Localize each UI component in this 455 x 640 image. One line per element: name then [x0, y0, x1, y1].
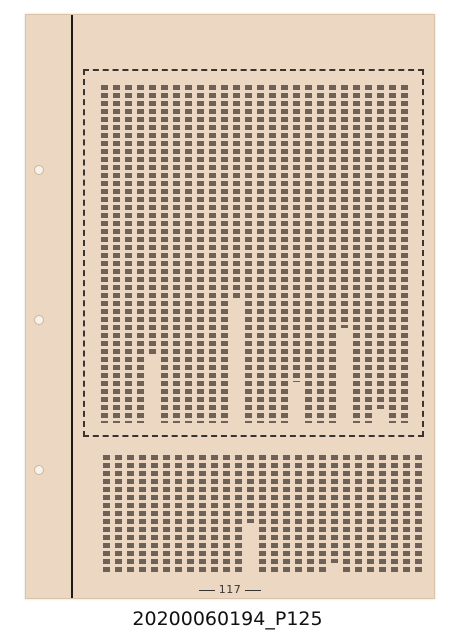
text-line	[235, 455, 242, 572]
text-line	[113, 85, 120, 423]
text-line	[281, 85, 288, 423]
text-line	[353, 85, 360, 423]
text-line	[197, 85, 204, 423]
binding-hole	[34, 465, 44, 475]
text-line	[305, 85, 312, 423]
text-line	[365, 85, 372, 423]
document-page	[25, 14, 435, 599]
text-line	[331, 455, 338, 563]
text-line	[343, 455, 350, 572]
binding-hole	[34, 165, 44, 175]
text-line	[377, 85, 384, 409]
text-line	[269, 85, 276, 423]
text-line	[103, 455, 110, 572]
text-line	[223, 455, 230, 572]
binding-rule	[71, 15, 73, 598]
text-line	[257, 85, 264, 423]
page-number-text: 117	[218, 583, 242, 596]
quoted-passage-frame	[83, 69, 424, 437]
text-line	[415, 455, 422, 572]
quoted-passage-text	[101, 85, 408, 423]
page-number	[26, 583, 434, 596]
text-line	[137, 85, 144, 423]
text-line	[125, 85, 132, 423]
body-text	[78, 455, 422, 572]
text-line	[211, 455, 218, 572]
text-line	[245, 85, 252, 423]
text-line	[283, 455, 290, 572]
image-caption: 20200060194_P125	[132, 608, 323, 630]
text-line	[199, 455, 206, 572]
text-line	[175, 455, 182, 572]
text-line	[379, 455, 386, 572]
text-line	[293, 85, 300, 382]
text-line	[307, 455, 314, 572]
text-line	[355, 455, 362, 572]
text-line	[115, 455, 122, 572]
text-line	[187, 455, 194, 572]
text-line	[139, 455, 146, 572]
text-line	[101, 85, 108, 423]
binding-hole	[34, 315, 44, 325]
text-line	[341, 85, 348, 328]
text-line	[173, 85, 180, 423]
text-line	[149, 85, 156, 355]
text-line	[319, 455, 326, 572]
text-line	[295, 455, 302, 572]
text-line	[367, 455, 374, 572]
text-line	[161, 85, 168, 423]
text-line	[185, 85, 192, 423]
text-line	[329, 85, 336, 423]
text-line	[221, 85, 228, 423]
text-line	[389, 85, 396, 423]
text-line	[259, 455, 266, 572]
text-line	[163, 455, 170, 572]
text-line	[209, 85, 216, 423]
text-line	[317, 85, 324, 423]
text-line	[233, 85, 240, 301]
text-line	[247, 455, 254, 523]
text-line	[391, 455, 398, 572]
text-line	[271, 455, 278, 572]
text-line	[403, 455, 410, 572]
text-line	[151, 455, 158, 572]
text-line	[127, 455, 134, 572]
text-line	[401, 85, 408, 423]
